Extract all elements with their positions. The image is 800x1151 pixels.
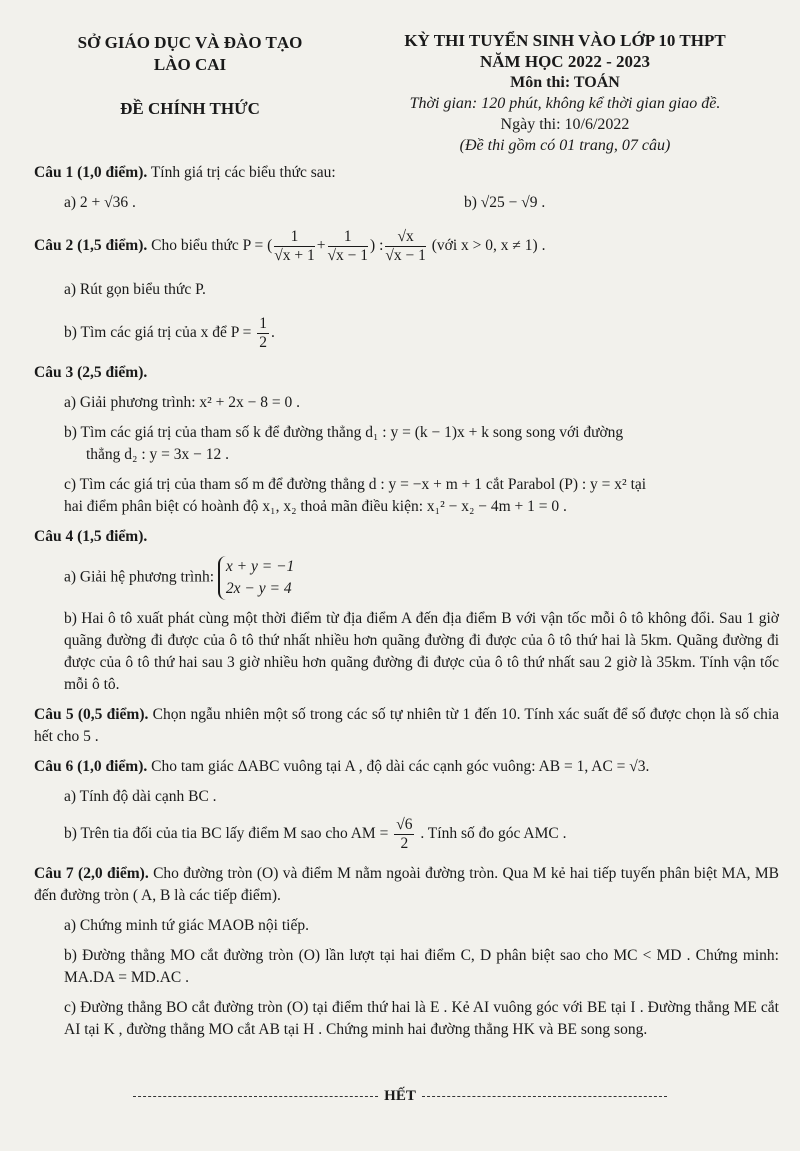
q3-part-b: b) Tìm các giá trị của tham số k để đường thẳng d₁ : y = (k − 1)x + k song song với đường thẳng d₂ : y = 3x − 12 . xyxy=(64,424,624,463)
q2-frac-1: $\frac{1}{√x + 1}$ xyxy=(274,228,315,264)
q2-text: Cho biểu thức P = ( xyxy=(151,237,273,255)
header-right xyxy=(355,30,775,156)
q6-part-a: a) Tính độ dài cạnh BC . xyxy=(64,788,217,805)
q1-parts xyxy=(64,192,779,214)
q6-title: Câu 6 (1,0 điểm). xyxy=(34,758,148,775)
q5-text: Chọn ngẫu nhiên một số trong các số tự nhiên từ 1 đến 10. Tính xác suất để số được chọn là số chia hết cho 5 . xyxy=(34,706,780,745)
subject: Môn thi: TOÁN xyxy=(510,74,620,91)
q5-title: Câu 5 (0,5 điểm). xyxy=(34,706,149,723)
official-label: ĐỀ CHÍNH THỨC xyxy=(120,99,260,118)
question-2: Câu 2 (1,5 điểm). Cho biểu thức P = ( $\frac{1}{√x + 1}$ + $\frac{1}{√x - 1}$ ) : $\frac{√x}{√x - 1}$ (với x > 0, x ≠ 1) . xyxy=(34,228,546,264)
exam-note: (Đề thi gồm có 01 trang, 07 câu) xyxy=(459,137,671,154)
question-6 xyxy=(34,756,779,778)
q3-part-a: a) Giải phương trình: x² + 2x − 8 = 0 . xyxy=(64,394,301,411)
q2-condition: (với x > 0, x ≠ 1) . xyxy=(431,237,546,255)
q1-part-b: b) √25 − √9 . xyxy=(464,194,546,211)
province-name: LÀO CAI xyxy=(153,55,227,74)
q6-b-frac: $\frac{√6}{2}$ xyxy=(396,816,413,852)
end-rule-left xyxy=(133,1096,378,1097)
q1-part-a: a) 2 + √36 . xyxy=(64,194,136,211)
q2-frac-3: $\frac{√x}{√x - 1}$ xyxy=(385,228,426,264)
end-label: HẾT xyxy=(384,1088,416,1104)
q7-part-c: c) Đường thẳng BO cắt đường tròn (O) tại điểm thứ hai là E . Kẻ AI vuông góc với BE tại I . Đường thẳng ME cắt AI tại K , đường thẳng MO cắt AB tại H . Chứng minh hai đường thẳng HK và BE song song. xyxy=(64,999,779,1038)
q6-text: Cho tam giác ΔABC vuông tại A , độ dài các cạnh góc vuông: AB = 1, AC = √3. xyxy=(151,758,650,775)
question-5 xyxy=(34,704,779,748)
dept-name: SỞ GIÁO DỤC VÀ ĐÀO TẠO xyxy=(77,33,303,52)
question-7 xyxy=(34,863,779,907)
q7-part-a: a) Chứng minh tứ giác MAOB nội tiếp. xyxy=(64,917,309,934)
q2-frac-2: $\frac{1}{√x - 1}$ xyxy=(327,228,369,264)
q2-title: Câu 2 (1,5 điểm). xyxy=(34,237,148,255)
q1-text: Tính giá trị các biểu thức sau: xyxy=(150,164,336,181)
exam-body xyxy=(34,162,779,1049)
q1-title: Câu 1 (1,0 điểm). xyxy=(34,164,148,181)
header-left xyxy=(40,32,340,120)
q2-part-a: a) Rút gọn biểu thức P. xyxy=(64,281,206,298)
q7-part-b: b) Đường thẳng MO cắt đường tròn (O) lần lượt tại hai điểm C, D phân biệt sao cho MC < MD . Chứng minh: MA.DA = MD.AC . xyxy=(64,947,779,986)
end-marker xyxy=(100,1088,700,1105)
q7-title: Câu 7 (2,0 điểm). xyxy=(34,865,149,882)
q4-title: Câu 4 (1,5 điểm). xyxy=(34,528,148,545)
exam-title: KỲ THI TUYỂN SINH VÀO LỚP 10 THPT xyxy=(404,31,726,50)
exam-date: Ngày thi: 10/6/2022 xyxy=(500,116,630,133)
exam-time: Thời gian: 120 phút, không kể thời gian giao đề. xyxy=(409,95,721,112)
question-1 xyxy=(34,162,779,184)
q6-part-b: b) Trên tia đối của tia BC lấy điểm M sao cho AM = $\frac{√6}{2}$ . Tính số đo góc AMC . xyxy=(64,816,567,852)
q3-part-c: c) Tìm các giá trị của tham số m để đường thẳng d : y = −x + m + 1 cắt Parabol (P) : y = x² tại hai điểm phân biệt có hoành độ x₁, x₂ thoả mãn điều kiện: x₁² − x₂ − 4m + 1 = 0 . xyxy=(64,476,647,515)
school-year: NĂM HỌC 2022 - 2023 xyxy=(480,52,650,71)
q2-b-frac: $\frac{1}{2}$ xyxy=(259,315,267,351)
q7-text: Cho đường tròn (O) và điểm M nằm ngoài đường tròn. Qua M kẻ hai tiếp tuyến phân biệt MA, MB đến đường tròn ( A, B là các tiếp điểm). xyxy=(34,865,780,904)
q4-part-b: b) Hai ô tô xuất phát cùng một thời điểm từ địa điểm A đến địa điểm B với vận tốc mỗi ô tô không đổi. Sau 1 giờ quãng đường đi được của ô tô thứ nhất nhiều hơn quãng đường đi được của ô tô thứ hai là 5km. Quãng đường đi được của ô tô thứ hai sau 3 giờ nhiều hơn quãng đường đi được của ô tô thứ nhất sau 2 giờ là 35km. Tính vận tốc mỗi ô tô. xyxy=(64,610,779,693)
q3-title: Câu 3 (2,5 điểm). xyxy=(34,364,148,381)
q2-part-b: b) Tìm các giá trị của x để P = $\frac{1}{2}$ . xyxy=(64,315,275,351)
q4-system: x + y = −1 2x − y = 4 xyxy=(218,556,294,600)
end-rule-right xyxy=(422,1096,667,1097)
q4-part-a: a) Giải hệ phương trình: x + y = −1 2x − y = 4 xyxy=(64,556,779,600)
